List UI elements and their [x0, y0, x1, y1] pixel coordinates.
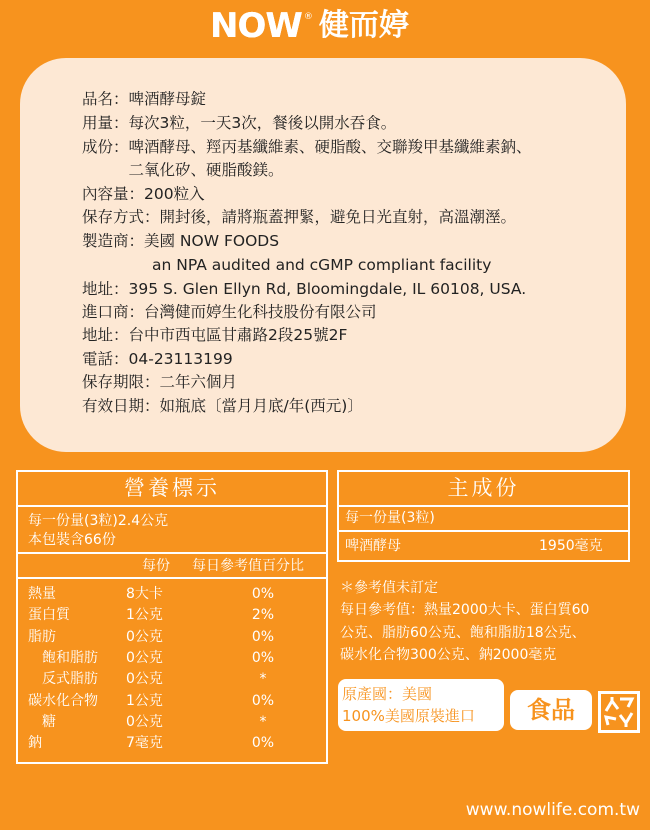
info-manufacturer: 製造商：美國 NOW FOODS: [82, 232, 280, 250]
info-dosage: 用量：每次3粒，一天3次，餐後以開水吞食。: [82, 114, 397, 132]
registered-mark: ®: [303, 12, 313, 22]
logo-now-text: NOW: [210, 6, 302, 46]
nutrient-daily-pct: 0%: [251, 649, 275, 666]
nutrition-facts-table: [16, 470, 328, 764]
info-expiry: 有效日期：如瓶底〔當月月底/年(西元)〕: [82, 397, 363, 415]
info-content: 內容量：200粒入: [82, 185, 205, 203]
nutrient-daily-pct: 0%: [251, 628, 275, 645]
header: [0, 0, 650, 50]
product-info-panel: [20, 58, 626, 452]
ingredient-amount: 1950毫克: [539, 538, 603, 554]
brand-chinese-name: 健而婷: [318, 8, 409, 43]
nutrition-servings: 本包裝含66份: [28, 532, 116, 548]
nutrient-name: 鈉: [28, 735, 42, 752]
nutrient-amount: 1公克: [126, 692, 163, 709]
divider: [18, 552, 326, 554]
info-product-name: 品名：啤酒酵母錠: [82, 90, 207, 108]
recycle-icon: [598, 691, 640, 733]
food-badge: 食品: [510, 690, 592, 730]
nutrition-row: [18, 605, 326, 626]
brand-logo: [210, 8, 410, 44]
nutrition-row: [18, 691, 326, 712]
nutrient-daily-pct: *: [259, 713, 267, 730]
nutrient-name: 蛋白質: [28, 607, 70, 624]
col-daily-value: 每日參考值百分比: [192, 558, 304, 574]
main-ingredients-table: [337, 470, 630, 562]
nutrition-row: [18, 584, 326, 605]
divider: [339, 530, 628, 532]
info-phone: 電話：04-23113199: [82, 350, 233, 368]
note-daily-values: 每日參考值：熱量2000大卡、蛋白質60: [340, 602, 590, 618]
nutrition-row: [18, 648, 326, 669]
nutrient-amount: 0公克: [126, 671, 163, 688]
info-ingredients: 成份：啤酒酵母、羥丙基纖維素、硬脂酸、交聯羧甲基纖維素鈉、: [82, 138, 532, 156]
nutrient-amount: 1公克: [126, 607, 163, 624]
nutrient-name: 反式脂肪: [28, 671, 98, 688]
nutrient-name: 糖: [28, 713, 56, 730]
nutrient-name: 脂肪: [28, 628, 56, 645]
origin-country: 原產國：美國: [342, 685, 433, 703]
note-daily-values-cont: 公克、脂肪60公克、飽和脂肪18公克、: [340, 625, 586, 641]
nutrition-row: [18, 733, 326, 754]
origin-badge: [338, 679, 504, 731]
nutrient-amount: 0公克: [126, 649, 163, 666]
info-address-tw: 地址：台中市西屯區甘肅路2段25號2F: [82, 326, 348, 344]
divider: [339, 505, 628, 507]
nutrient-daily-pct: 0%: [251, 586, 275, 602]
nutrient-daily-pct: 0%: [251, 735, 275, 752]
info-facility: an NPA audited and cGMP compliant facility: [152, 256, 492, 274]
nutrient-daily-pct: 0%: [251, 692, 275, 709]
origin-import: 100%美國原裝進口: [342, 707, 475, 725]
info-shelf-life: 保存期限：二年六個月: [82, 373, 238, 391]
nutrient-daily-pct: 2%: [251, 607, 275, 624]
nutrition-title: 營養標示: [124, 476, 220, 500]
nutrient-name: 飽和脂肪: [28, 649, 98, 666]
info-importer: 進口商：台灣健而婷生化科技股份有限公司: [82, 303, 377, 321]
nutrient-amount: 0公克: [126, 713, 163, 730]
ingredients-serving: 每一份量(3粒): [345, 510, 435, 526]
nutrition-serving-size: 每一份量(3粒)2.4公克: [28, 513, 169, 529]
note-not-established: ＊參考值未訂定: [340, 580, 438, 596]
ingredient-name: 啤酒酵母: [345, 538, 401, 554]
nutrient-amount: 7毫克: [126, 735, 163, 752]
info-ingredients-cont: 二氧化矽、硬脂酸鎂。: [82, 161, 284, 179]
nutrition-row: [18, 712, 326, 733]
note-daily-values-end: 碳水化合物300公克、鈉2000毫克: [340, 647, 557, 663]
nutrition-row: [18, 627, 326, 648]
divider: [18, 577, 326, 579]
nutrient-amount: 0公克: [126, 628, 163, 645]
info-storage: 保存方式：開封後，請將瓶蓋押緊，避免日光直射，高溫潮溼。: [82, 208, 517, 226]
nutrient-name: 熱量: [28, 586, 56, 602]
col-per-serving: 每份: [142, 558, 170, 574]
divider: [18, 505, 326, 507]
nutrient-amount: 8大卡: [126, 586, 163, 602]
ingredients-title: 主成份: [447, 476, 520, 500]
nutrient-daily-pct: *: [259, 671, 267, 688]
nutrition-row: [18, 669, 326, 690]
nutrient-name: 碳水化合物: [28, 692, 98, 709]
website-url: www.nowlife.com.tw: [465, 800, 640, 820]
info-address-us: 地址：395 S. Glen Ellyn Rd, Bloomingdale, IL 60108, USA.: [82, 280, 527, 298]
